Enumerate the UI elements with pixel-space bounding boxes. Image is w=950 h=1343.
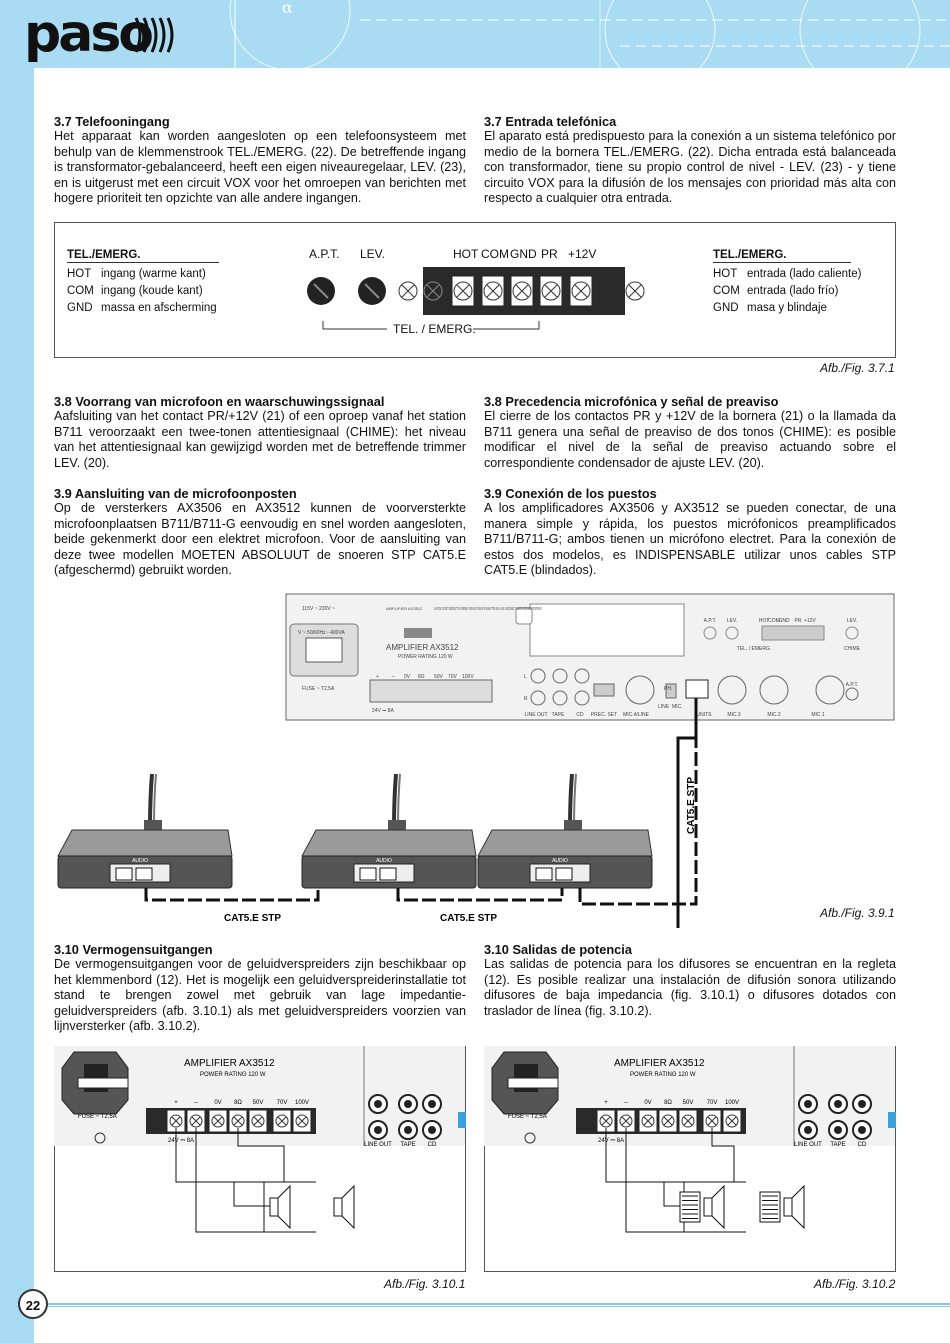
panel-label: GND	[778, 618, 790, 624]
section-body: Op de versterkers AX3506 en AX3512 kunnen de voorversterkte microfoonplaatsen B711/B711-G eenvoudig en snel worden aangesloten, beide gekenmerkt door een elektret microfoon. Voor de aansluiting van deze twee modellen MOETEN ABSOLUUT de snoeren STP CAT5.E (afgeschermd) gebruikt worden.	[54, 501, 466, 578]
caption-3-10-1: Afb./Fig. 3.10.1	[384, 1277, 466, 1291]
figure-3-9-1	[50, 588, 900, 928]
panel-label: MIC.4/LINE	[623, 712, 649, 718]
legend-code: COM	[713, 285, 740, 297]
panel-label: MIC.2	[767, 712, 781, 718]
section-body: De vermogensuitgangen voor de geluidverspreiders zijn beschikbaar op het klemmenbord (12). Het is mogelijk een geluidverspreiderinstallatie tot stand te brengen zowel met gebruik van lage impedantie-geluidverspreiders (afb. 3.10.1) als met geluidverspreiders voorzien van lijnversterker (afb. 3.10.2).	[54, 957, 466, 1034]
legend-code: GND	[67, 302, 93, 314]
knob-lev	[358, 277, 386, 305]
legend-desc: entrada (lado caliente)	[747, 268, 862, 280]
output-label: –	[624, 1100, 628, 1106]
model-label: AMPLIFIER AX3512	[614, 1058, 705, 1069]
jack-label: TAPE	[830, 1142, 846, 1148]
panel-label: LEV.	[726, 618, 738, 624]
figure-3-7-1	[54, 222, 896, 358]
panel-label: L	[524, 674, 527, 680]
section-3-10-nl	[54, 942, 466, 1034]
panel-label: R	[524, 696, 528, 702]
figure-3-10-2	[484, 1046, 896, 1272]
legend-title: TEL./EMERG.	[67, 249, 219, 263]
microphone-station	[58, 774, 232, 888]
terminal-screw	[511, 276, 533, 306]
terminal-screw	[482, 276, 504, 306]
legend-desc: entrada (lado frío)	[747, 285, 839, 297]
output-label: 70V	[706, 1100, 718, 1106]
legend-code: HOT	[67, 268, 92, 280]
knob-label-lev: LEV.	[360, 247, 385, 261]
output-label: 0V	[214, 1100, 222, 1106]
audio-label: AUDIO	[552, 858, 568, 864]
output-label: 100V	[294, 1100, 310, 1106]
page-number: 22	[18, 1289, 48, 1319]
panel-label: 100V	[462, 674, 474, 680]
jack-label: LINE OUT	[794, 1142, 822, 1148]
panel-label: COM	[768, 618, 780, 624]
section-body: El aparato está predispuesto para la conexión a un sistema telefónico por medio de la bornera TEL./EMERG. (22). Dicha entrada está balanceada con transformador, tiene su propio control de nivel - LEV. (23) - y tiene circuito VOX para la difusión de los mensajes con prioridad más alta con respecto a cualquier otra entrada.	[484, 129, 896, 206]
blank-plate	[530, 604, 684, 656]
legend-desc: ingang (koude kant)	[101, 285, 203, 297]
side-band	[0, 68, 34, 1343]
panel-label: 8Ω	[418, 674, 425, 680]
panel-label: CHIME	[843, 646, 861, 652]
rating-label: POWER RATING 120 W	[630, 1072, 696, 1078]
panel-label: +	[376, 674, 379, 680]
panel-label: FUSE ~ T2,5A	[302, 686, 335, 692]
dc-label: 24V ⎓ 8A	[598, 1138, 625, 1144]
caption-3-9-1: Afb./Fig. 3.9.1	[820, 906, 895, 920]
alpha-symbol: α	[282, 0, 293, 17]
section-body: Aafsluiting van het contact PR/+12V (21) of een oproep vanaf het station B711 veroorzaakt een twee-tonen attentiesignaal (CHIME): het niveau van het attentiesignaal kan gewijzigd worden met de betreffende trimmer LEV. (20).	[54, 409, 466, 470]
screw-right	[626, 282, 644, 300]
dc-label: 24V ⎓ 8A	[168, 1138, 195, 1144]
panel-label: 50V	[434, 674, 443, 680]
bracket-label: TEL. / EMERG.	[393, 322, 476, 336]
section-body: Las salidas de potencia para los difusores se encuentran en la regleta (12). Es posible realizar una instalación de difusión sonora utilizando difusores de baja impedancia (fig. 3.10.1) o difusores dotados con traslador de línea (fig. 3.10.2).	[484, 957, 896, 1018]
model-label: AMPLIFIER AX3512	[184, 1058, 275, 1069]
footer-rule-thin	[48, 1306, 950, 1307]
output-label: 8Ω	[234, 1100, 242, 1106]
brand-logo: paso	[24, 4, 151, 64]
panel-label: +12V	[804, 618, 816, 624]
section-title: 3.9 Aansluiting van de microfoonposten	[54, 486, 297, 501]
legend-code: GND	[713, 302, 739, 314]
panel-label: LINE OUT	[524, 712, 548, 718]
terminal-screw	[452, 276, 474, 306]
caution-label: CAUTION: DO NOT OBSTRUCT THE OPENING. REPLACE FUSE WITH SAME TYPE AND VALUE. DISCONNECT POWER CORD BEFORE OPENING.	[434, 606, 542, 611]
output-label: 50V	[252, 1100, 264, 1106]
legend-title: TEL./EMERG.	[713, 249, 851, 263]
output-label: 70V	[276, 1100, 288, 1106]
section-3-10-es	[484, 942, 896, 1019]
section-3-8-nl	[54, 394, 466, 471]
terminal-screw	[540, 276, 562, 306]
section-3-7-nl	[54, 114, 466, 206]
section-title: 3.9 Conexión de los puestos	[484, 486, 657, 501]
microphone-station	[302, 774, 476, 888]
jack-label: LINE OUT	[364, 1142, 392, 1148]
cable-1	[146, 888, 318, 900]
output-label: +	[174, 1100, 178, 1106]
terminal-screw	[570, 276, 592, 306]
panel-label: –	[392, 674, 395, 680]
panel-label: CD	[576, 712, 584, 718]
jack-label: TAPE	[400, 1142, 416, 1148]
caption-3-7-1: Afb./Fig. 3.7.1	[820, 361, 895, 375]
panel-label: PH.	[664, 686, 673, 692]
panel-label: AMPLIFIER AX3512	[386, 643, 459, 652]
panel-label: TEL. / EMERG.	[736, 646, 772, 652]
terminal-strip-drawing	[55, 223, 895, 357]
panel-label: UNITS	[696, 712, 712, 718]
panel-label: LEV.	[846, 618, 858, 624]
section-body: Het apparaat kan worden aangesloten op een telefoonsysteem met behulp van de klemmenstrook TEL./EMERG. (22). De betreffende ingang is transformator-gebalanceerd, heeft een eigen niveauregelaar, LEV. (23), en is uitgerust met een circuit VOX voor het omroepen van berichten met hogere prioriteit ten opzichte van alle andere ingangen.	[54, 129, 466, 206]
section-3-8-es	[484, 394, 896, 471]
output-label: 50V	[682, 1100, 694, 1106]
cable-label: CAT5.E STP	[440, 913, 498, 924]
output-label: –	[194, 1100, 198, 1106]
section-3-7-es	[484, 114, 896, 206]
jack-label: CD	[857, 1142, 867, 1148]
panel-label: POWER RATING 120 W	[398, 654, 453, 660]
legend-desc: masa y blindaje	[747, 302, 827, 314]
panel-label: HOT	[758, 618, 770, 624]
panel-label: V ~ 50/60Hz - 400VA	[298, 630, 345, 636]
figure-3-10-1	[54, 1046, 466, 1272]
microphone-station	[478, 774, 652, 888]
knob-label-apt: A.P.T.	[309, 247, 340, 261]
cable-label: CAT5.E STP	[686, 776, 697, 834]
jack-label: CD	[427, 1142, 437, 1148]
cable-2	[398, 888, 562, 900]
section-3-9-es	[484, 486, 896, 578]
terminal-label: GND	[510, 247, 537, 261]
terminal-label: COM	[481, 247, 509, 261]
panel-label: A.P.T.	[703, 618, 717, 624]
panel-label: 24V ⎓ 8A	[372, 708, 394, 714]
section-body: El cierre de los contactos PR y +12V de la bornera (21) o la llamada da B711 genera una señal de preaviso de dos tonos (CHIME): es posible modificar el nivel de la señal de preaviso actuando sobre el correspondiente condensador de ajuste LEV. (20).	[484, 409, 896, 470]
rating-label: POWER RATING 120 W	[200, 1072, 266, 1078]
screw-left	[399, 282, 417, 300]
section-title: 3.8 Voorrang van microfoon en waarschuwingssignaal	[54, 394, 385, 409]
output-label: 0V	[644, 1100, 652, 1106]
paso-mini-logo	[404, 628, 432, 638]
section-title: 3.10 Vermogensuitgangen	[54, 942, 213, 957]
section-title: 3.7 Telefooningang	[54, 114, 170, 129]
knob-apt	[307, 277, 335, 305]
section-title: 3.8 Precedencia microfónica y señal de preaviso	[484, 394, 779, 409]
panel-label: A.P.T.	[845, 682, 859, 688]
section-title: 3.10 Salidas de potencia	[484, 942, 632, 957]
fuse-label: FUSE ~ T2,5A	[78, 1114, 117, 1120]
output-label: 8Ω	[664, 1100, 672, 1106]
output-label: 100V	[724, 1100, 740, 1106]
logo-waves-icon	[130, 14, 178, 56]
panel-label: LINE	[658, 704, 670, 710]
section-title: 3.7 Entrada telefónica	[484, 114, 617, 129]
legend-desc: massa en afscherming	[101, 302, 217, 314]
terminal-label: HOT	[453, 247, 479, 261]
panel-label: MIC.1	[811, 712, 825, 718]
terminal-label: +12V	[568, 247, 597, 261]
fuse-label: FUSE ~ T2,5A	[508, 1114, 547, 1120]
audio-label: AUDIO	[376, 858, 392, 864]
panel-label: MIC.	[672, 704, 683, 710]
legend-code: COM	[67, 285, 94, 297]
legend-desc: ingang (warme kant)	[101, 268, 206, 280]
panel-label: 115V ~ 230V ~	[302, 606, 335, 612]
panel-label: TAPE	[551, 712, 565, 718]
cable-label: CAT5.E STP	[224, 913, 282, 924]
legend-code: HOT	[713, 268, 738, 280]
footer-rule	[48, 1303, 950, 1305]
audio-label: AUDIO	[132, 858, 148, 864]
panel-label: PR	[794, 618, 802, 624]
terminal-screw	[424, 282, 442, 300]
section-3-9-nl	[54, 486, 466, 578]
terminal-label: PR	[541, 247, 558, 261]
panel-label: AMPLIFIER AX3512	[386, 606, 423, 611]
section-body: A los amplificadores AX3506 y AX3512 se pueden conectar, de una manera simple y rápida, los puestos micrófonicos preamplificados B711/B711-G; ambos tienen un micrófono electret. Para la conexión de estos dos modelos, es INDISPENSABLE utilizar unos cables STP CAT5.E (blindados).	[484, 501, 896, 578]
panel-label: MIC.3	[727, 712, 741, 718]
panel-label: 0V	[404, 674, 411, 680]
panel-label: 70V	[448, 674, 457, 680]
caption-3-10-2: Afb./Fig. 3.10.2	[814, 1277, 896, 1291]
panel-label: PREC. SET	[590, 712, 618, 718]
output-label: +	[604, 1100, 608, 1106]
